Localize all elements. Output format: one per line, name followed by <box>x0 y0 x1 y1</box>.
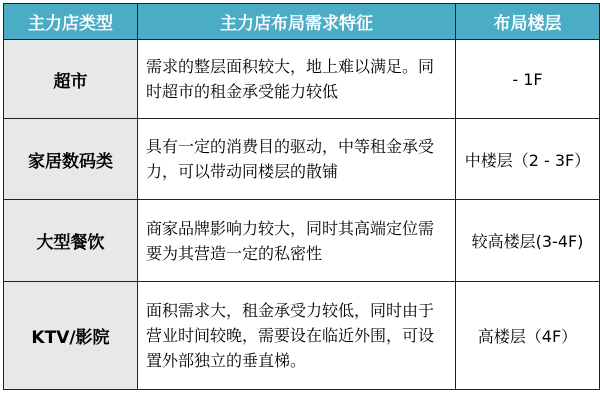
table-row <box>4 282 600 390</box>
store-type-cell: KTV/影院 <box>4 282 138 390</box>
header-floor: 布局楼层 <box>456 4 600 40</box>
anchor-store-table <box>3 3 600 390</box>
table-row <box>4 119 600 200</box>
description-cell: 需求的整层面积较大，地上难以满足。同时超市的租金承受能力较低 <box>138 40 456 119</box>
floor-cell: 中楼层（2 - 3F） <box>456 119 600 200</box>
table-row <box>4 40 600 119</box>
description-cell: 面积需求大，租金承受力较低，同时由于营业时间较晚，需要设在临近外围，可设置外部独立的垂直梯。 <box>138 282 456 390</box>
header-layout-features: 主力店布局需求特征 <box>138 4 456 40</box>
table-header-row <box>4 4 600 40</box>
description-cell: 商家品牌影响力较大，同时其高端定位需要为其营造一定的私密性 <box>138 200 456 282</box>
store-type-cell: 家居数码类 <box>4 119 138 200</box>
description-cell: 具有一定的消费目的驱动，中等租金承受力，可以带动同楼层的散铺 <box>138 119 456 200</box>
header-store-type: 主力店类型 <box>4 4 138 40</box>
store-type-cell: 大型餐饮 <box>4 200 138 282</box>
floor-cell: 较高楼层(3-4F) <box>456 200 600 282</box>
store-type-cell: 超市 <box>4 40 138 119</box>
floor-cell: - 1F <box>456 40 600 119</box>
table-row <box>4 200 600 282</box>
floor-cell: 高楼层（4F） <box>456 282 600 390</box>
